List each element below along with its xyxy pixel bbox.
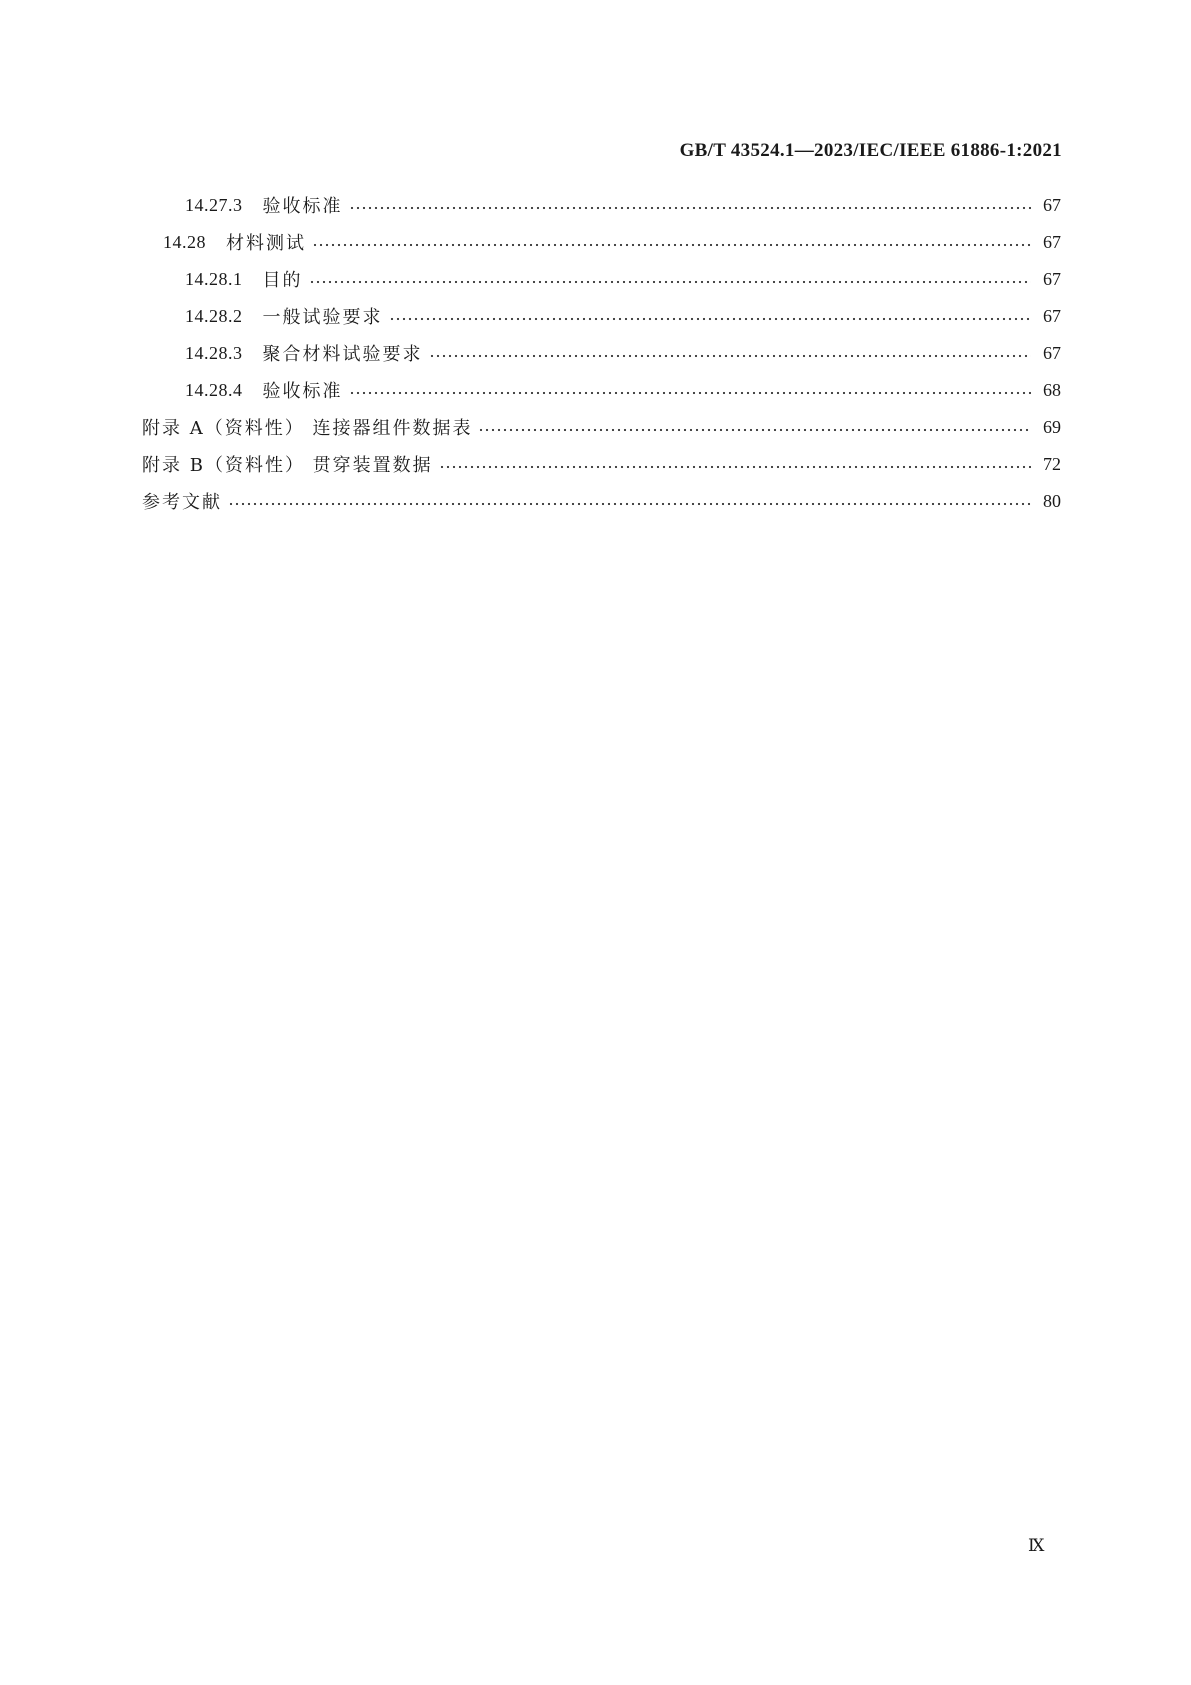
toc-entry-title: 目的 [262, 270, 303, 291]
toc-entry-title: 聚合材料试验要求 [262, 344, 423, 365]
toc-entry-title: 一般试验要求 [262, 307, 383, 328]
toc-entry-appendix-a[interactable] [142, 414, 1061, 440]
toc-entry-number: 14.28.2 [185, 305, 243, 326]
toc-entry-appendix-b[interactable] [142, 451, 1061, 477]
toc-entry-number: 14.28.1 [185, 268, 243, 289]
dot-leader [429, 354, 1032, 358]
dot-leader [478, 428, 1031, 432]
toc-entry-title: 材料测试 [226, 233, 306, 254]
toc-entry-page: 80 [1043, 490, 1061, 511]
dot-leader [439, 465, 1031, 469]
page-number: Ⅸ [1028, 1536, 1045, 1555]
toc-entry-page: 67 [1043, 194, 1061, 215]
toc-entry-number: 14.28 [163, 231, 206, 252]
dot-leader [228, 502, 1031, 506]
toc-entry-number: 14.27.3 [185, 194, 243, 215]
document-header: GB/T 43524.1—2023/IEC/IEEE 61886-1:2021 [679, 140, 1062, 161]
toc-entry-page: 67 [1043, 268, 1061, 289]
dot-leader [309, 280, 1032, 284]
toc-entry-page: 67 [1043, 305, 1061, 326]
toc-entry[interactable] [185, 192, 1061, 218]
dot-leader [349, 206, 1032, 210]
toc-entry-title: 附录 B（资料性） 贯穿装置数据 [142, 455, 433, 476]
toc-entry-number: 14.28.4 [185, 379, 243, 400]
toc-entry-page: 67 [1043, 231, 1061, 252]
toc-entry-number: 14.28.3 [185, 342, 243, 363]
dot-leader [389, 317, 1032, 321]
toc-entry[interactable] [185, 266, 1061, 292]
toc-entry[interactable] [185, 340, 1061, 366]
toc-entry-page: 72 [1043, 453, 1061, 474]
dot-leader [312, 243, 1031, 247]
toc-entry[interactable] [163, 229, 1061, 255]
toc-entry-title: 参考文献 [142, 492, 222, 513]
toc-entry[interactable] [185, 377, 1061, 403]
toc-entry-title: 附录 A（资料性） 连接器组件数据表 [142, 418, 473, 439]
toc-entry-page: 67 [1043, 342, 1061, 363]
toc-entry-title: 验收标准 [262, 381, 343, 402]
toc-entry-page: 69 [1043, 416, 1061, 437]
toc-entry-references[interactable] [142, 488, 1061, 514]
toc-entry-page: 68 [1043, 379, 1061, 400]
dot-leader [349, 391, 1032, 395]
toc-entry-title: 验收标准 [262, 196, 343, 217]
toc-entry[interactable] [185, 303, 1061, 329]
